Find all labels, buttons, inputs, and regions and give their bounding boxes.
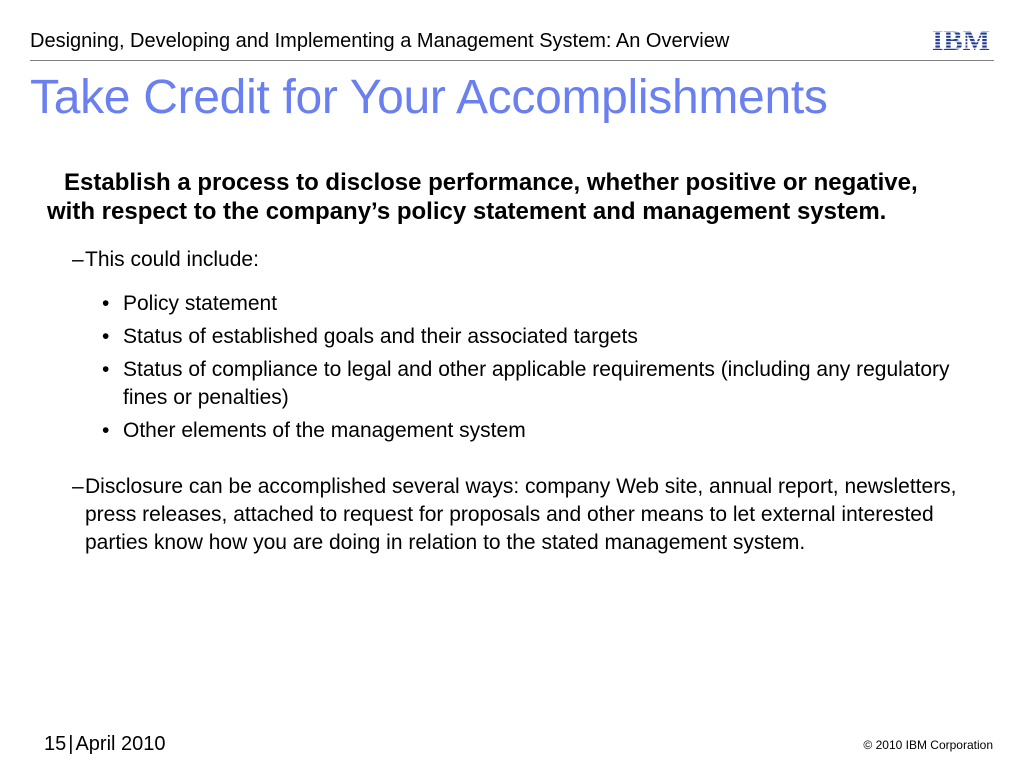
sub-point-disclosure	[30, 473, 985, 557]
bullet-marker: •	[102, 419, 110, 442]
bullet-marker: •	[102, 292, 110, 315]
bullet-marker: •	[102, 358, 110, 381]
footer-date: April 2010	[75, 733, 166, 755]
slide-body	[30, 168, 990, 557]
page-number: 15	[44, 733, 67, 755]
dash-marker: –	[72, 248, 84, 271]
sub-point-text: This could include:	[85, 248, 259, 271]
footer-separator: |	[68, 733, 74, 755]
list-item-text: Other elements of the management system	[123, 419, 526, 442]
footer-page-info	[44, 733, 166, 756]
lead-paragraph: Establish a process to disclose performance, whether positive or negative, with respect to the company’s policy statement and management system.	[47, 169, 918, 225]
bullet-marker: •	[102, 325, 110, 348]
list-item-text: Policy statement	[123, 292, 278, 315]
dash-marker: –	[72, 475, 84, 498]
ibm-logo-text: IBM	[932, 26, 990, 52]
list-item	[30, 290, 983, 318]
list-item	[30, 417, 983, 445]
header-divider	[30, 60, 994, 61]
ibm-logo	[928, 26, 994, 52]
header-title: Designing, Developing and Implementing a Management System: An Overview	[30, 30, 730, 52]
bullet-list	[30, 290, 990, 445]
copyright: © 2010 IBM Corporation	[863, 738, 993, 752]
list-item-text: Status of compliance to legal and other applicable requirements (including any regulatory fines or penalties)	[123, 358, 950, 409]
list-item-text: Status of established goals and their associated targets	[123, 325, 638, 348]
list-item	[30, 323, 983, 351]
list-item	[30, 356, 983, 412]
sub-point-text: Disclosure can be accomplished several ways: company Web site, annual report, newsletters, press releases, attached to request for proposals and other means to let external interested parties know how you are doing in relation to the stated management system.	[85, 475, 957, 554]
sub-point-include	[30, 246, 990, 274]
slide-title: Take Credit for Your Accomplishments	[30, 71, 828, 124]
